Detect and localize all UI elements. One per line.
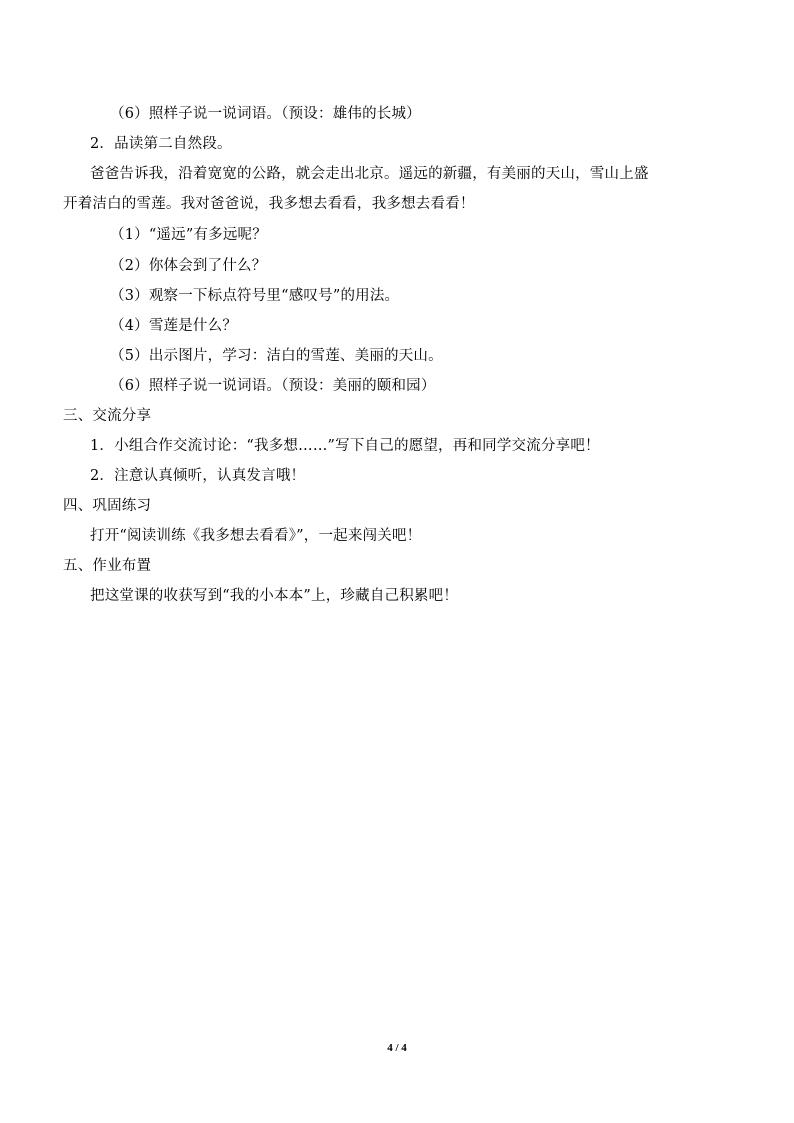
section-3-item-1: 1．小组合作交流讨论：“我多想……”写下自己的愿望，再和同学交流分享吧！ [90,438,600,454]
step-2-heading: 2．品读第二自然段。 [90,136,232,152]
question-2: （2）你体会到了什么？ [110,258,267,274]
passage-line-2: 开着洁白的雪莲。我对爸爸说，我多想去看看，我多想去看看！ [63,196,475,212]
section-4-item: 打开“阅读训练《我多想去看看》”，一起来闯关吧！ [90,528,422,544]
section-3-item-2: 2．注意认真倾听，认真发言哦！ [90,468,306,484]
section-4-heading: 四、巩固练习 [63,498,152,514]
section-3-heading: 三、交流分享 [63,408,152,424]
section-5-heading: 五、作业布置 [63,558,152,574]
question-3: （3）观察一下标点符号里“感叹号”的用法。 [110,288,400,304]
question-1: （1）“遥远”有多远呢？ [110,227,267,243]
section-5-item: 把这堂课的收获写到“我的小本本”上，珍藏自己积累吧！ [90,588,459,604]
page-number: 4 / 4 [387,1042,407,1054]
passage-line-1: 爸爸告诉我，沿着宽宽的公路，就会走出北京。遥远的新疆，有美丽的天山，雪山上盛 [90,166,649,182]
question-4: （4）雪莲是什么？ [110,318,238,334]
question-5: （5）出示图片，学习：洁白的雪莲、美丽的天山。 [110,348,443,364]
step-6-b: （6）照样子说一说词语。（预设：美丽的颐和园） [110,378,436,394]
step-6-a: （6）照样子说一说词语。（预设：雄伟的长城） [110,106,421,122]
